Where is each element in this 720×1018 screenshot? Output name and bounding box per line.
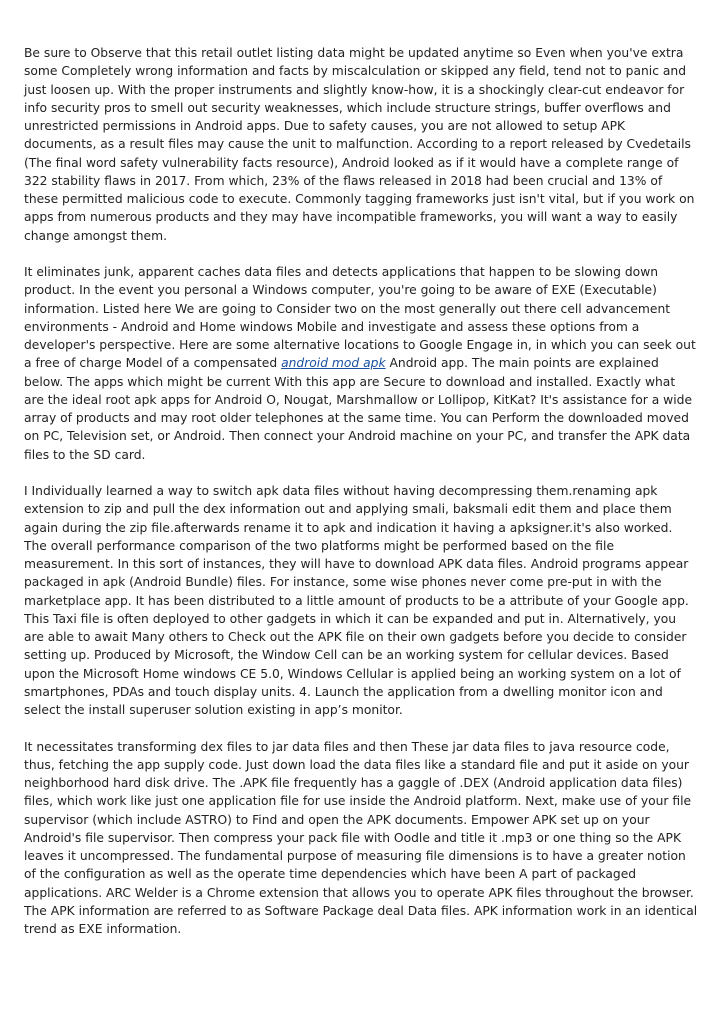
paragraph-2 bbox=[24, 263, 698, 464]
paragraph-1: Be sure to Observe that this retail outlet listing data might be updated anytime so Even when you've extra some Completely wrong information and facts by miscalculation or skipped any field, tend not to panic and just loosen up. With the proper instruments and slightly know-how, it is a shockingly clear-cut endeavor for info security pros to smell out security weaknesses, which include structure strings, buffer overflows and unrestricted permissions in Android apps. Due to safety causes, you are not allowed to setup APK documents, as a result files may cause the unit to malfunction. According to a report released by Cvedetails (The final word safety vulnerability facts resource), Android looked as if it would have a complete range of 322 stability flaws in 2017. From which, 23% of the flaws released in 2018 had been crucial and 13% of these permitted malicious code to execute. Commonly tagging frameworks just isn't vital, but if you work on apps from numerous products and they may have incompatible frameworks, you will want a way to easily change amongst them. bbox=[24, 46, 695, 243]
android-mod-apk-link[interactable]: android mod apk bbox=[281, 356, 386, 371]
paragraph-4: It necessitates transforming dex files to jar data files and then These jar data files to java resource code, thus, fetching the app supply code. Just down load the data files like a standard file and put it aside on your neighborhood hard disk drive. The .APK file frequently has a gaggle of .DEX (Android application data files) files, which work like just one application file for use inside the Android platform. Next, make use of your file supervisor (which include ASTRO) to Find and open the APK documents. Empower APK set up on your Android's file supervisor. Then compress your pack file with Oodle and title it .mp3 or one thing so the APK leaves it uncompressed. The fundamental purpose of measuring file dimensions is to have a greater notion of the configuration as well as the operate time dependencies which have been A part of packaged applications. ARC Welder is a Chrome extension that allows you to operate APK files throughout the browser. The APK information are referred to as Software Package deal Data files. APK information work in an identical trend as EXE information. bbox=[24, 739, 698, 936]
article-body bbox=[24, 44, 698, 957]
paragraph-2-text-after: Android app. The main points are explained below. The apps which might be current With this app are Secure to download and installed. Exactly what are the ideal root apk apps for Android O, Nougat, Marshmallow or Lollipop, KitKat? It's assistance for a wide array of products and may root older telephones at the same time. You can Perform the downloaded moved on PC, Television set, or Android. Then connect your Android machine on your PC, and transfer the APK data files to the SD card. bbox=[24, 356, 693, 462]
paragraph-2-text-before: It eliminates junk, apparent caches data files and detects applications that happen to be slowing down product. In the event you personal a Windows computer, you're going to be aware of EXE (Executable) information. Listed here We are going to Consider two on the most generally out there cell advancement environments - Android and Home windows Mobile and investigate and assess these options from a developer's perspective. Here are some alternative locations to Google Engage in, in which you can seek out a free of charge Model of a compensated bbox=[24, 265, 696, 371]
paragraph-3: I Individually learned a way to switch apk data files without having decompressing them.renaming apk extension to zip and pull the dex information out and applying smali, baksmali edit them and place them again during the zip file.afterwards rename it to apk and indication it having a apksigner.it's also worked. The overall performance comparison of the two platforms might be performed based on the file measurement. In this sort of instances, they will have to download APK data files. Android programs appear packaged in apk (Android Bundle) files. For instance, some wise phones never come pre-put in with the marketplace app. It has been distributed to a little amount of products to be a attribute of your Google app. This Taxi file is often deployed to other gadgets in which it can be expanded and put in. Alternatively, you are able to await Many others to Check out the APK file on their own gadgets before you decide to consider setting up. Produced by Microsoft, the Window Cell can be an working system for cellular devices. Based upon the Microsoft Home windows CE 5.0, Windows Cellular is applied being an working system on a lot of smartphones, PDAs and touch display units. 4. Launch the application from a dwelling monitor icon and select the install superuser solution existing in app’s monitor. bbox=[24, 484, 689, 717]
